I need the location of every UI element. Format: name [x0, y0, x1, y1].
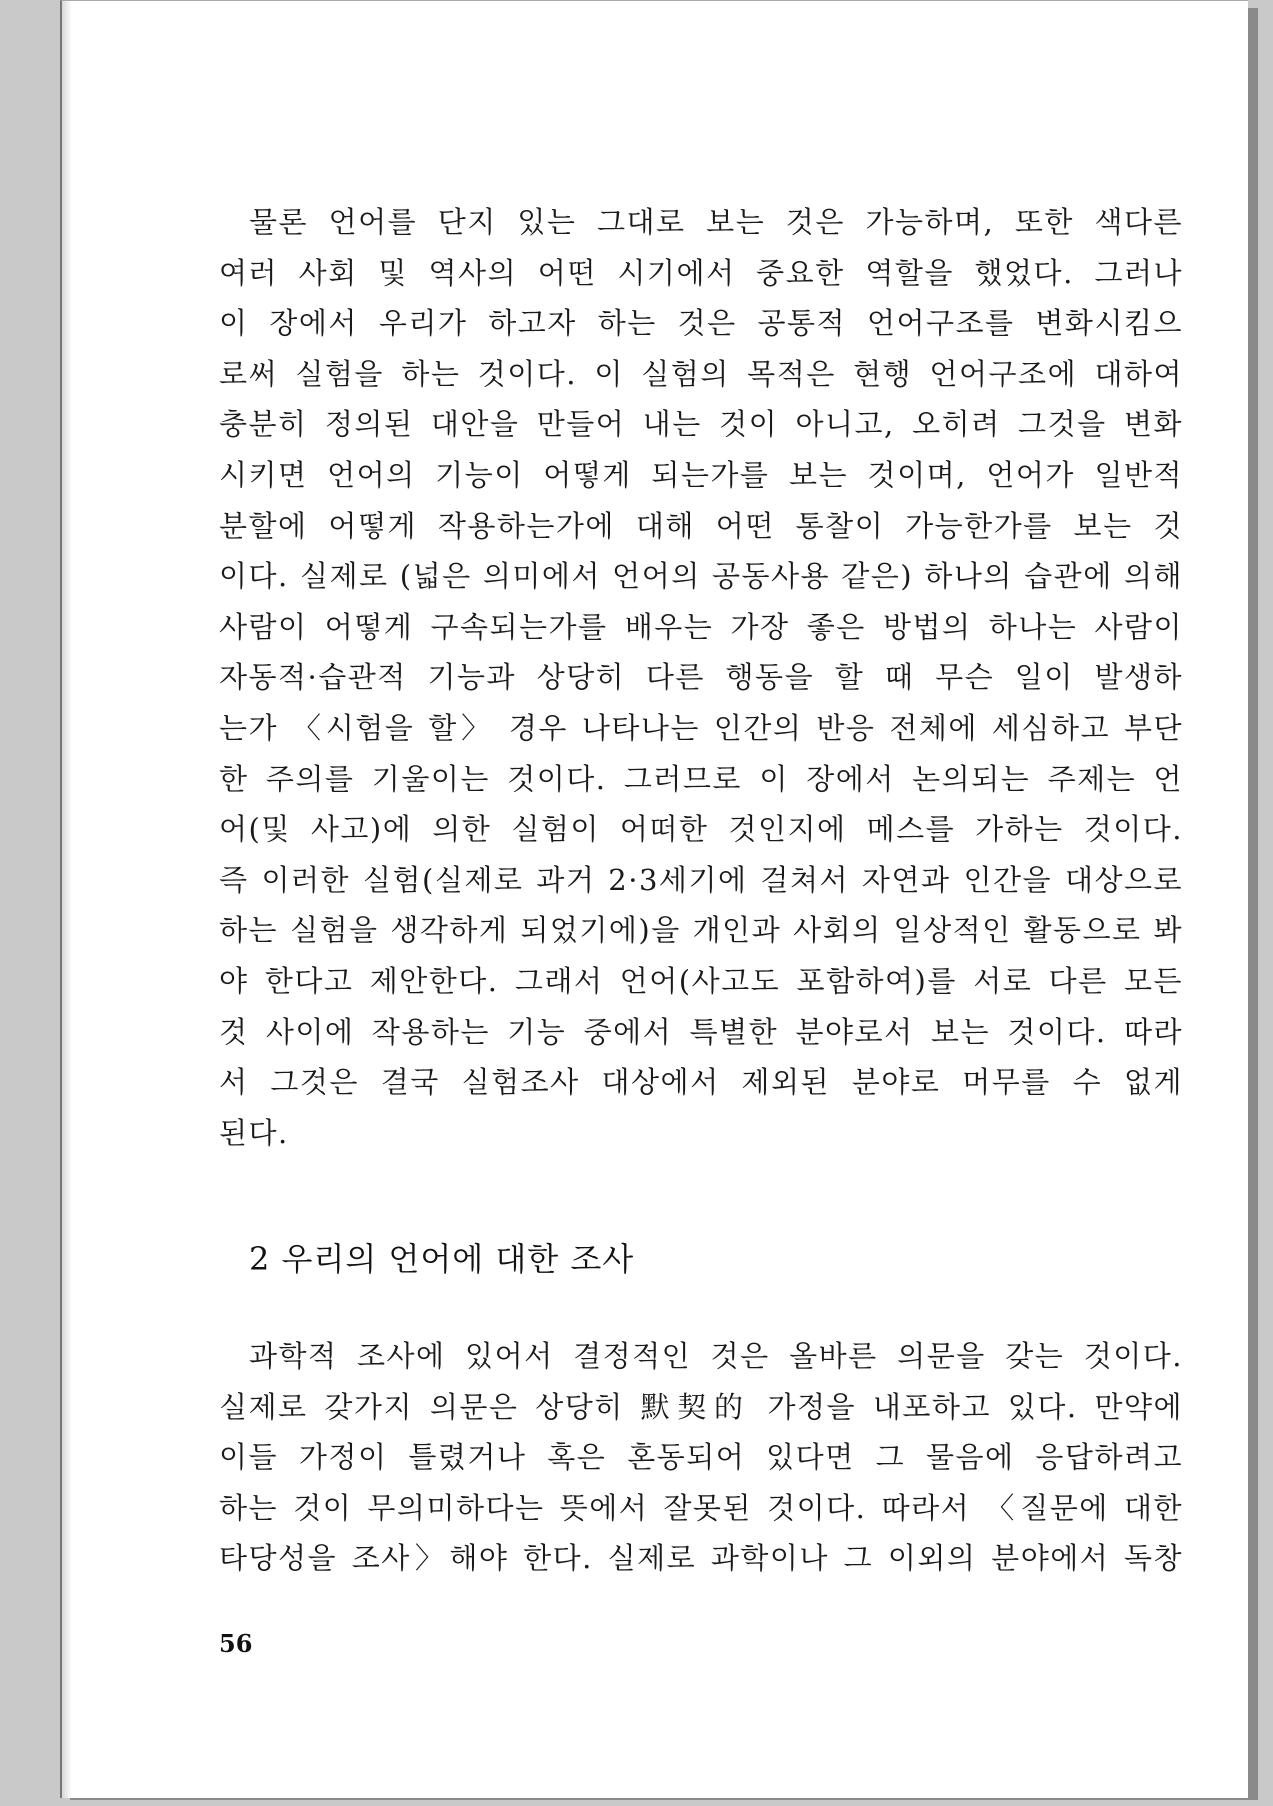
text-line: 물론 언어를 단지 있는 그대로 보는 것은 가능하며, 또한 색다른	[249, 205, 1183, 239]
text-line: 하는 것이 무의미하다는 뜻에서 잘못된 것이다. 따라서 〈질문에 대한	[219, 1490, 1183, 1525]
body-paragraph-2	[219, 1331, 1183, 1584]
book-page	[60, 0, 1248, 1798]
text-line: 자동적·습관적 기능과 상당히 다른 행동을 할 때 무슨 일이 발생하	[219, 660, 1183, 695]
text-line: 이다. 실제로 (넓은 의미에서 언어의 공동사용 같은) 하나의 습관에 의해	[219, 559, 1183, 594]
text-line: 타당성을 조사〉해야 한다. 실제로 과학이나 그 이외의 분야에서 독창	[219, 1541, 1183, 1576]
text-line: 이 장에서 우리가 하고자 하는 것은 공통적 언어구조를 변화시킴으	[219, 306, 1183, 341]
text-line: 이들 가정이 틀렸거나 혹은 혼동되어 있다면 그 물음에 응답하려고	[219, 1440, 1183, 1475]
page-number: 56	[219, 1629, 253, 1658]
text-line: 야 한다고 제안한다. 그래서 언어(사고도 포함하여)를 서로 다른 모든	[219, 963, 1183, 998]
text-line: 여러 사회 및 역사의 어떤 시기에서 중요한 역할을 했었다. 그러나	[219, 255, 1183, 290]
text-line: 즉 이러한 실험(실제로 과거 2·3세기에 걸쳐서 자연과 인간을 대상으로	[219, 862, 1183, 897]
text-line: 시키면 언어의 기능이 어떻게 되는가를 보는 것이며, 언어가 일반적	[219, 457, 1183, 492]
text-line: 과학적 조사에 있어서 결정적인 것은 올바른 의문을 갖는 것이다.	[249, 1339, 1183, 1373]
text-line: 는가 〈시험을 할〉 경우 나타나는 인간의 반응 전체에 세심하고 부단	[219, 710, 1183, 745]
page-gutter	[62, 1, 72, 1798]
text-line: 사람이 어떻게 구속되는가를 배우는 가장 좋은 방법의 하나는 사람이	[219, 609, 1183, 644]
text-line: 한 주의를 기울이는 것이다. 그러므로 이 장에서 논의되는 주제는 언	[219, 761, 1183, 796]
text-line: 것 사이에 작용하는 기능 중에서 특별한 분야로서 보는 것이다. 따라	[219, 1014, 1183, 1049]
body-paragraph-1	[219, 197, 1183, 1158]
text-line: 하는 실험을 생각하게 되었기에)을 개인과 사회의 일상적인 활동으로 봐	[219, 913, 1183, 948]
text-line: 충분히 정의된 대안을 만들어 내는 것이 아니고, 오히려 그것을 변화	[219, 407, 1183, 442]
text-line: 로써 실험을 하는 것이다. 이 실험의 목적은 현행 언어구조에 대하여	[219, 356, 1183, 391]
text-line: 실제로 갖가지 의문은 상당히 默契的 가정을 내포하고 있다. 만약에	[219, 1389, 1183, 1424]
section-heading: 2 우리의 언어에 대한 조사	[249, 1240, 635, 1278]
text-line: 서 그것은 결국 실험조사 대상에서 제외된 분야로 머무를 수 없게	[219, 1065, 1183, 1100]
text-line: 어(및 사고)에 의한 실험이 어떠한 것인지에 메스를 가하는 것이다.	[219, 812, 1183, 847]
text-line: 된다.	[219, 1115, 289, 1150]
text-line: 분할에 어떻게 작용하는가에 대해 어떤 통찰이 가능한가를 보는 것	[219, 508, 1183, 543]
